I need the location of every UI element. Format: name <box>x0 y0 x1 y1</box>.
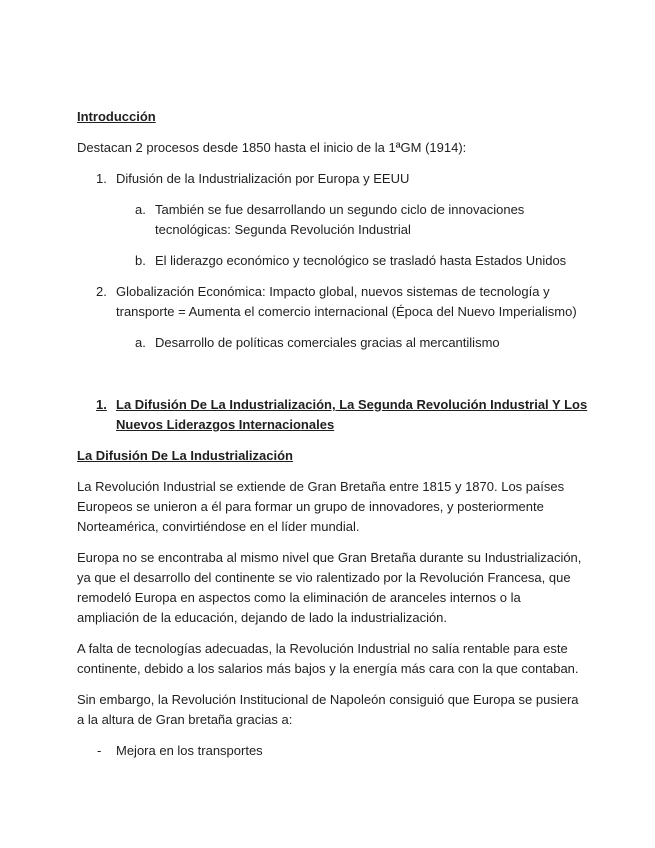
intro-item1-sub-b-text: El liderazgo económico y tecnológico se trasladó hasta Estados Unidos <box>155 253 567 268</box>
section1-title-line2: Nuevos Liderazgos Internacionales <box>116 417 335 432</box>
paragraph3-line: A falta de tecnologías adecuadas, la Revolución Industrial no salía rentable para este <box>77 641 568 656</box>
intro-item1-sub-a-line1: También se fue desarrollando un segundo ciclo de innovaciones <box>155 202 525 217</box>
paragraph2-line: ampliación de la educación, dejando de lado la industrialización. <box>77 610 448 625</box>
paragraph4-line: Sin embargo, la Revolución Institucional de Napoleón consiguió que Europa se pusiera <box>77 692 579 707</box>
paragraph2-line: ya que el desarrollo del continente se vio ralentizado por la Revolución Francesa, que <box>77 570 571 585</box>
intro-item2-sub-a-text: Desarrollo de políticas comerciales gracias al mercantilismo <box>155 335 500 350</box>
paragraph3-line: continente, debido a los salarios más bajos y la energía más cara con la que contaban. <box>77 661 579 676</box>
intro-item2-sub-a-marker: a. <box>135 335 146 350</box>
intro-heading: Introducción <box>77 109 156 124</box>
intro-item1-sub-a-line2: tecnológicas: Segunda Revolución Industrial <box>155 222 411 237</box>
section1-subheading: La Difusión De La Industrialización <box>77 448 293 463</box>
paragraph2-line: remodeló Europa en aspectos como la eliminación de aranceles internos o la <box>77 590 521 605</box>
intro-item2-line2: transporte = Aumenta el comercio internacional (Época del Nuevo Imperialismo) <box>116 304 577 319</box>
paragraph2-line: Europa no se encontraba al mismo nivel que Gran Bretaña durante su Industrialización, <box>77 550 582 565</box>
bullet-marker: - <box>97 743 102 758</box>
intro-item2-line1: Globalización Económica: Impacto global, nuevos sistemas de tecnología y <box>116 284 550 299</box>
intro-item2-marker: 2. <box>96 284 107 299</box>
paragraph1-line: Norteamérica, convirtiéndose en el líder mundial. <box>77 519 360 534</box>
intro-item1-sub-b-marker: b. <box>135 253 146 268</box>
intro-lead: Destacan 2 procesos desde 1850 hasta el inicio de la 1ªGM (1914): <box>77 140 467 155</box>
intro-item1-text: Difusión de la Industrialización por Europa y EEUU <box>116 171 410 186</box>
paragraph1-line: La Revolución Industrial se extiende de Gran Bretaña entre 1815 y 1870. Los países <box>77 479 565 494</box>
section1-title-line1: La Difusión De La Industrialización, La Segunda Revolución Industrial Y Los <box>116 397 588 412</box>
intro-item1-marker: 1. <box>96 171 107 186</box>
section1-marker: 1. <box>96 397 107 412</box>
paragraph1-line: Europeos se unieron a él para formar un grupo de innovadores, y posteriormente <box>77 499 544 514</box>
paragraph4-line: a la altura de Gran bretaña gracias a: <box>77 712 293 727</box>
intro-item1-sub-a-marker: a. <box>135 202 146 217</box>
bullet-text: Mejora en los transportes <box>116 743 263 758</box>
